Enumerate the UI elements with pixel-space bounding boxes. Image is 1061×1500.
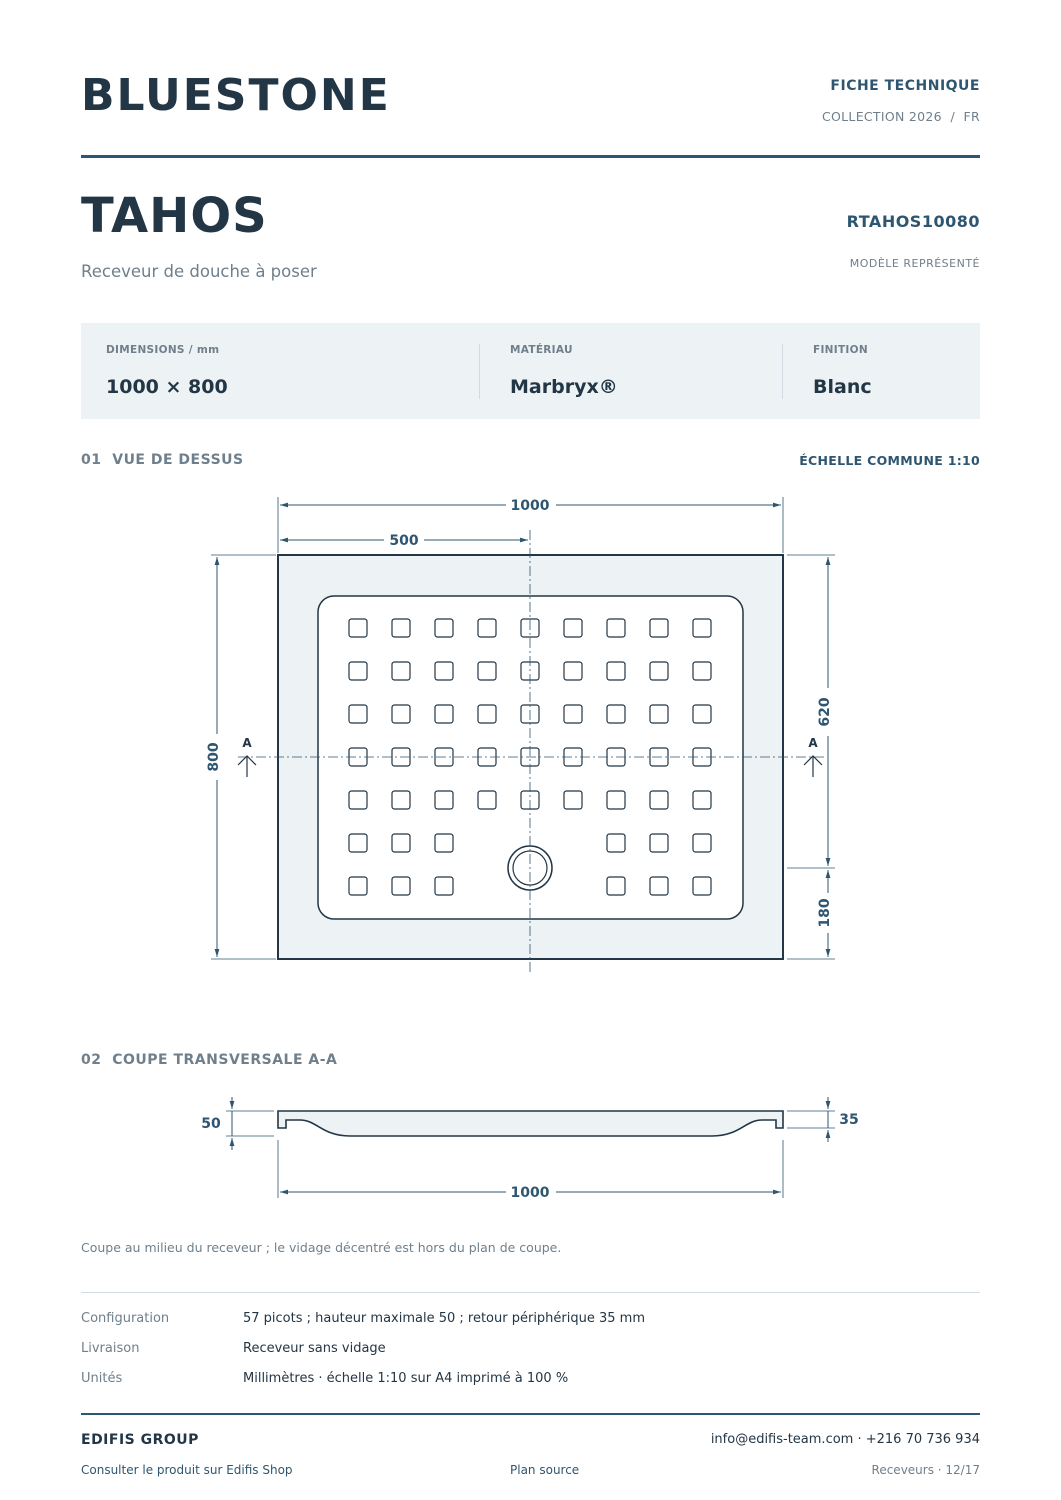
dim-section-height: 50 [201, 1116, 221, 1132]
picot [693, 662, 711, 680]
picot [607, 705, 625, 723]
footer-divider [81, 1413, 980, 1415]
picot [478, 619, 496, 637]
picot [392, 877, 410, 895]
detail-label: Unités [81, 1371, 123, 1386]
picot [693, 834, 711, 852]
detail-label: Configuration [81, 1311, 170, 1326]
dim-upper: 620 [817, 697, 833, 727]
picot [435, 877, 453, 895]
section-view-title: 02 COUPE TRANSVERSALE A-A [81, 1052, 338, 1068]
picot [349, 662, 367, 680]
picot [435, 834, 453, 852]
picot [392, 662, 410, 680]
document-type: FICHE TECHNIQUE [830, 78, 980, 94]
picot [392, 791, 410, 809]
picot [435, 619, 453, 637]
picot [564, 619, 582, 637]
picot [693, 791, 711, 809]
picot [650, 834, 668, 852]
product-reference: RTAHOS10080 [846, 212, 980, 231]
picot [650, 705, 668, 723]
detail-value: 57 picots ; hauteur maximale 50 ; retour périphérique 35 mm [243, 1311, 646, 1326]
picot [607, 834, 625, 852]
scale-label: ÉCHELLE COMMUNE 1:10 [799, 453, 980, 468]
detail-value: Receveur sans vidage [243, 1341, 386, 1356]
spec-dimensions-label: DIMENSIONS / mm [106, 344, 220, 356]
picot [607, 662, 625, 680]
picot [435, 662, 453, 680]
detail-value: Millimètres · échelle 1:10 sur A4 imprimé à 100 % [243, 1371, 569, 1386]
page-indicator: Receveurs · 12/17 [871, 1463, 980, 1477]
picot [435, 791, 453, 809]
picot [650, 619, 668, 637]
spec-material-label: MATÉRIAU [510, 344, 573, 356]
dim-half-width: 500 [389, 533, 419, 549]
dim-lower: 180 [817, 898, 833, 928]
picot [349, 705, 367, 723]
section-note: Coupe au milieu du receveur ; le vidage décentré est hors du plan de coupe. [81, 1240, 562, 1255]
dim-section-rim: 35 [839, 1112, 859, 1128]
picot [650, 791, 668, 809]
model-note: MODÈLE REPRÉSENTÉ [849, 257, 980, 270]
picot [693, 705, 711, 723]
contact-info: info@edifis-team.com · +216 70 736 934 [710, 1432, 980, 1447]
company-name: EDIFIS GROUP [81, 1432, 199, 1448]
picot [607, 619, 625, 637]
details-divider [81, 1292, 980, 1293]
picot [392, 619, 410, 637]
spec-divider [479, 344, 480, 399]
detail-label: Livraison [81, 1341, 140, 1356]
picot [650, 662, 668, 680]
product-subtitle: Receveur de douche à poser [81, 262, 317, 281]
section-marker-left: A [242, 736, 252, 750]
picot [564, 705, 582, 723]
picot [349, 834, 367, 852]
picot [478, 662, 496, 680]
product-name: TAHOS [81, 188, 268, 244]
picot [693, 619, 711, 637]
picot [478, 791, 496, 809]
top-view-drawing [0, 480, 1061, 990]
spec-dimensions-value: 1000 × 800 [106, 376, 228, 398]
picot [435, 705, 453, 723]
picot [478, 705, 496, 723]
brand-name: BLUESTONE [81, 70, 391, 121]
picot [693, 877, 711, 895]
spec-material-value: Marbryx® [510, 376, 618, 398]
dim-width: 1000 [510, 498, 550, 514]
spec-finish-value: Blanc [813, 376, 872, 398]
collection-label: COLLECTION 2026 / FR [822, 109, 980, 124]
spec-divider [782, 344, 783, 399]
source-link[interactable]: Plan source [510, 1463, 580, 1477]
shop-link[interactable]: Consulter le produit sur Edifis Shop [81, 1463, 293, 1477]
dim-height: 800 [206, 742, 222, 772]
spec-panel [81, 323, 980, 419]
picot [349, 791, 367, 809]
picot [564, 791, 582, 809]
spec-finish-label: FINITION [813, 344, 868, 356]
section-view-drawing [0, 1090, 1061, 1205]
picot [650, 877, 668, 895]
section-marker-right: A [808, 736, 818, 750]
header-divider [81, 155, 980, 158]
picot [607, 791, 625, 809]
picot [392, 834, 410, 852]
top-view-title: 01 VUE DE DESSUS [81, 452, 244, 468]
picot [607, 877, 625, 895]
picot [564, 662, 582, 680]
dim-section-width: 1000 [510, 1185, 550, 1201]
tray-profile [278, 1111, 783, 1136]
picot [392, 705, 410, 723]
picot [349, 877, 367, 895]
picot [349, 619, 367, 637]
